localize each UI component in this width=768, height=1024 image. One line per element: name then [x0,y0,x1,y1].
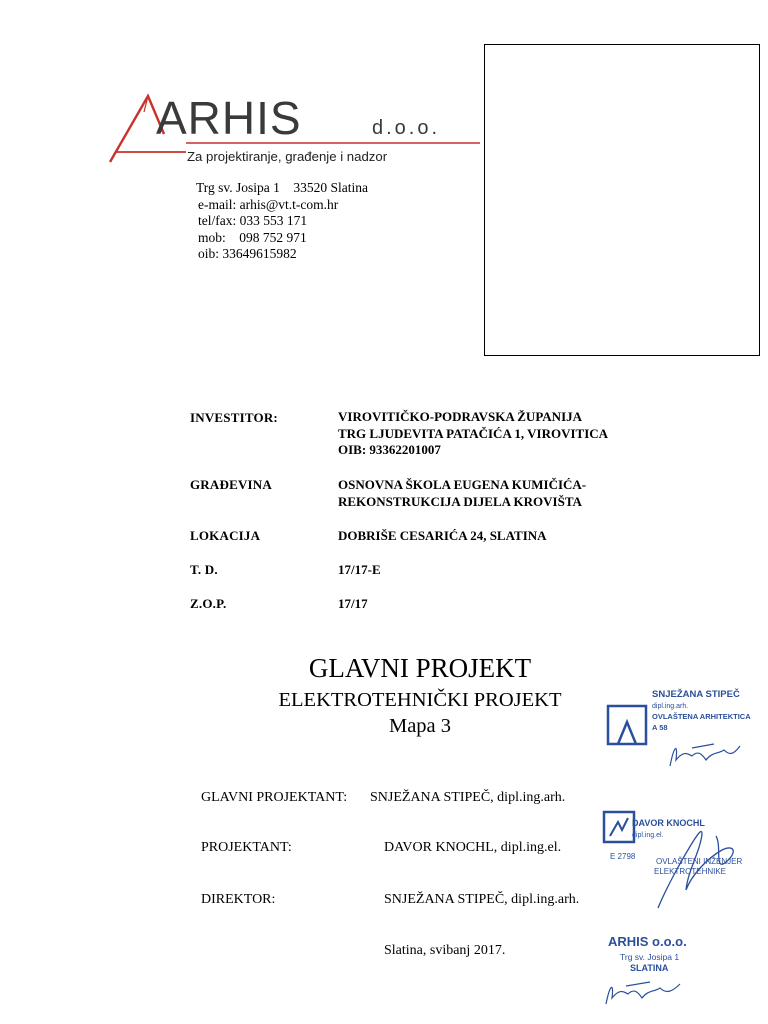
stamp3-company: ARHIS o.o.o. [608,934,687,949]
architect-stamp [604,684,762,776]
stamp3-address: Trg sv. Josipa 1 [620,952,680,962]
investitor-line3: OIB: 93362201007 [338,442,441,457]
zop-label: Z.O.P. [190,596,227,611]
contact-oib: oib: 33649615982 [198,246,297,261]
contact-block [196,180,368,263]
glavni-projektant-label: GLAVNI PROJEKTANT: [201,790,348,805]
title-frame-box [484,44,760,356]
direktor-value: SNJEŽANA STIPEČ, dipl.ing.arh. [384,892,580,907]
contact-email: e-mail: arhis@vt.t-com.hr [198,196,339,212]
contact-mob: mob: 098 752 971 [198,229,307,245]
logo-tagline: Za projektiranje, građenje i nadzor [187,149,388,164]
stamp3-city: SLATINA [630,963,669,973]
stamp1-role: OVLAŠTENA ARHITEKTICA [652,712,751,721]
investitor-line1: VIROVITIČKO-PODRAVSKA ŽUPANIJA [338,409,583,424]
projektant-label: PROJEKTANT: [201,840,292,855]
stamp2-role-line1: OVLAŠTENI INŽENJER [656,857,743,866]
contact-address: Trg sv. Josipa 1 33520 Slatina [196,180,369,195]
title-map: Mapa 3 [388,715,452,737]
place-date: Slatina, svibanj 2017. [384,943,506,958]
stamp2-role-line2: ELEKTROTEHNIKE [654,867,727,876]
investitor-label: INVESTITOR: [190,410,278,425]
contact-telfax: tel/fax: 033 553 171 [198,213,308,228]
zop-value: 17/17 [338,596,368,611]
stamp2-name: DAVOR KNOCHL [632,818,705,828]
investitor-value [338,409,608,459]
signature-stipec-1 [670,744,740,766]
stamp1-title: dipl.ing.arh. [652,703,689,710]
engineer-stamp [598,800,756,910]
lokacija-label: LOKACIJA [190,528,261,543]
company-stamp [600,924,720,1012]
logo-suffix-text: d.o.o. [372,117,441,139]
projektant-value: DAVOR KNOCHL, dipl.ing.el. [384,840,562,855]
lokacija-value: DOBRIŠE CESARIĆA 24, SLATINA [338,528,547,543]
title-main: GLAVNI PROJEKT [308,653,532,683]
stamp1-name: SNJEŽANA STIPEČ [652,689,740,700]
stamp2-number: E 2798 [610,852,636,861]
stamp1-number: A 58 [652,723,668,732]
gradevina-value [338,477,586,510]
glavni-projektant-value: SNJEŽANA STIPEČ, dipl.ing.arh. [370,790,566,805]
investitor-line2: TRG LJUDEVITA PATAČIĆA 1, VIROVITICA [338,425,609,441]
gradevina-line2: REKONSTRUKCIJA DIJELA KROVIŠTA [338,493,582,509]
title-sub: ELEKTROTEHNIČKI PROJEKT [278,689,562,711]
td-value: 17/17-E [338,562,381,577]
gradevina-line1: OSNOVNA ŠKOLA EUGENA KUMIČIĆA- [338,477,587,492]
logo-company-text: ARHIS [156,92,302,144]
signature-stipec-2 [606,982,680,1004]
stamp2-title: dipl.ing.el. [632,832,664,839]
gradevina-label: GRAĐEVINA [190,477,272,492]
td-label: T. D. [190,562,218,577]
direktor-label: DIREKTOR: [201,892,276,907]
